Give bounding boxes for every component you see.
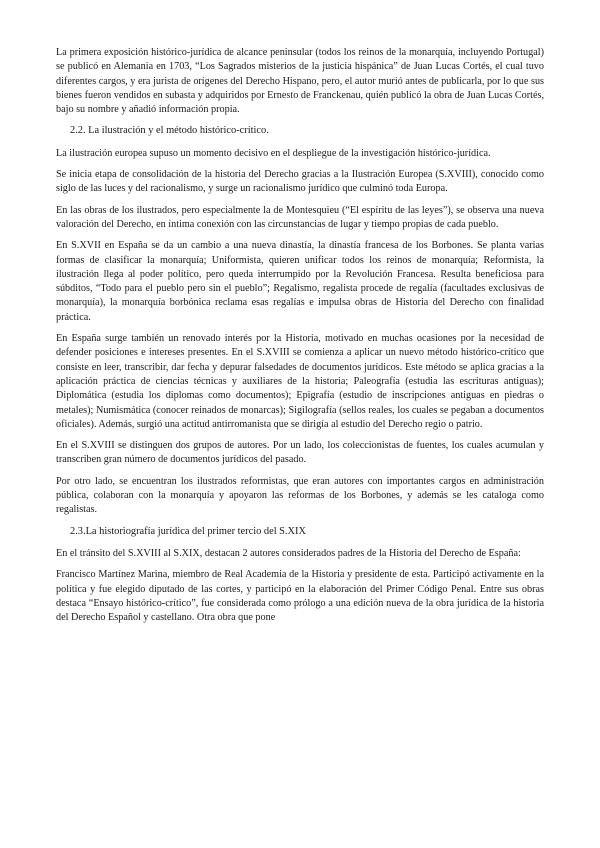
document-page: [56, 46, 544, 632]
paragraph-consolidation: Se inicia etapa de consolidación de la historia del Derecho gracias a la Ilustración Europea (S.XVIII), conocido como siglo de las luces y del racionalismo, y surge un racionalismo jurídico que culminó toda Europa.: [56, 169, 544, 195]
paragraph-borbones: En S.XVII en España se da un cambio a una nueva dinastía, la dinastía francesa de los Borbones. Se planta varias formas de clasificar la monarquía; Uniformista, quieren unificar todos los reinos de monarquía; Reformista, la ilustración llega al poder político, pero queda interrumpido por la Revolución Francesa. Resulta beneficiosa para súbditos, “Todo para el pueblo pero sin el pueblo”; Regalismo, regalista procede de regalía (facultades exclusivas de monarquía), la monarquía borbónica reclama esas regalías e impulsa obras de Historia del Derecho con finalidad práctica.: [56, 240, 544, 323]
section-heading-2-3: 2.3.La historiografía jurídica del primer tercio del S.XIX: [70, 525, 307, 537]
section-heading-2-2: 2.2. La ilustración y el método histórico-crítico.: [70, 125, 269, 137]
paragraph-enlightenment-intro: La ilustración europea supuso un momento decisivo en el despliegue de la investigación histórico-jurídica.: [56, 147, 491, 159]
paragraph-historical-critical-method: En España surge también un renovado interés por la Historia, motivado en muchas ocasiones por la necesidad de defender posiciones e intereses presentes. En el S.XVIII se comienza a aplicar un nuevo método histórico-crítico que consiste en leer, transcribir, dar fecha y depurar falsedades de documentos jurídicos. Este método se aplica gracias a la aplicación práctica de ciencias técnicas y auxiliares de la historia; Paleografía (estudia las escrituras antiguas); Diplomática (estudia los diplomas como documentos); Epigrafía (estudio de inscripciones antiguas en piedras o metales); Numismática (conocer reinados de monarcas); Sigilografía (sellos reales, los cuales se pegaban a documentos oficiales). Además, surgió una actitud antirromanista que se dirigía al estudio del Derecho regio o patrio.: [56, 333, 544, 430]
paragraph-two-groups: En el S.XVIII se distinguen dos grupos de autores. Por un lado, los coleccionistas de fuentes, los cuales acumulan y transcriben gran número de documentos jurídicos del pasado.: [56, 440, 544, 466]
paragraph-montesquieu: En las obras de los ilustrados, pero especialmente la de Montesquieu (“El espíritu de las leyes”), se observa una nueva valoración del Derecho, en íntima conexión con las circunstancias de lugar y tiempo propias de cada pueblo.: [56, 204, 544, 230]
paragraph-martinez-marina: Francisco Martínez Marina, miembro de Real Academia de la Historia y presidente de esta. Participó activamente en la política y fue elegido diputado de las cortes, y participó en la elaboración del Primer Código Penal. Entre sus obras destaca “Ensayo histórico-crítico”, fue considerada como prólogo a una edición nueva de la obra jurídica de la historia del Derecho Español y castellano. Otra obra que pone: [56, 569, 544, 624]
paragraph-transition: En el tránsito del S.XVIII al S.XIX, destacan 2 autores considerados padres de la Historia del Derecho de España:: [56, 547, 521, 559]
paragraph-reformists: Por otro lado, se encuentran los ilustrados reformistas, que eran autores con importantes cargos en administración pública, colaboran con la monarquía y apoyaron las reformas de los Borbones, y además se les cataloga como regalistas.: [56, 475, 544, 516]
paragraph-first-exposition: La primera exposición histórico-jurídica de alcance peninsular (todos los reinos de la monarquía, incluyendo Portugal) se publicó en Alemania en 1703, “Los Sagrados misterios de la justicia hispánica” de Juan Lucas Cortés, el cual tuvo diferentes cargos, y era jurista de orígenes del Derecho Hispano, pero, el autor murió antes de publicarla, por lo que sus bienes fueron vendidos en subasta y adquiridos por Ernesto de Franckenau, quién publicó la obra de Juan Lucas Cortés, bajo su nombre y añadió información propia.: [56, 47, 544, 116]
